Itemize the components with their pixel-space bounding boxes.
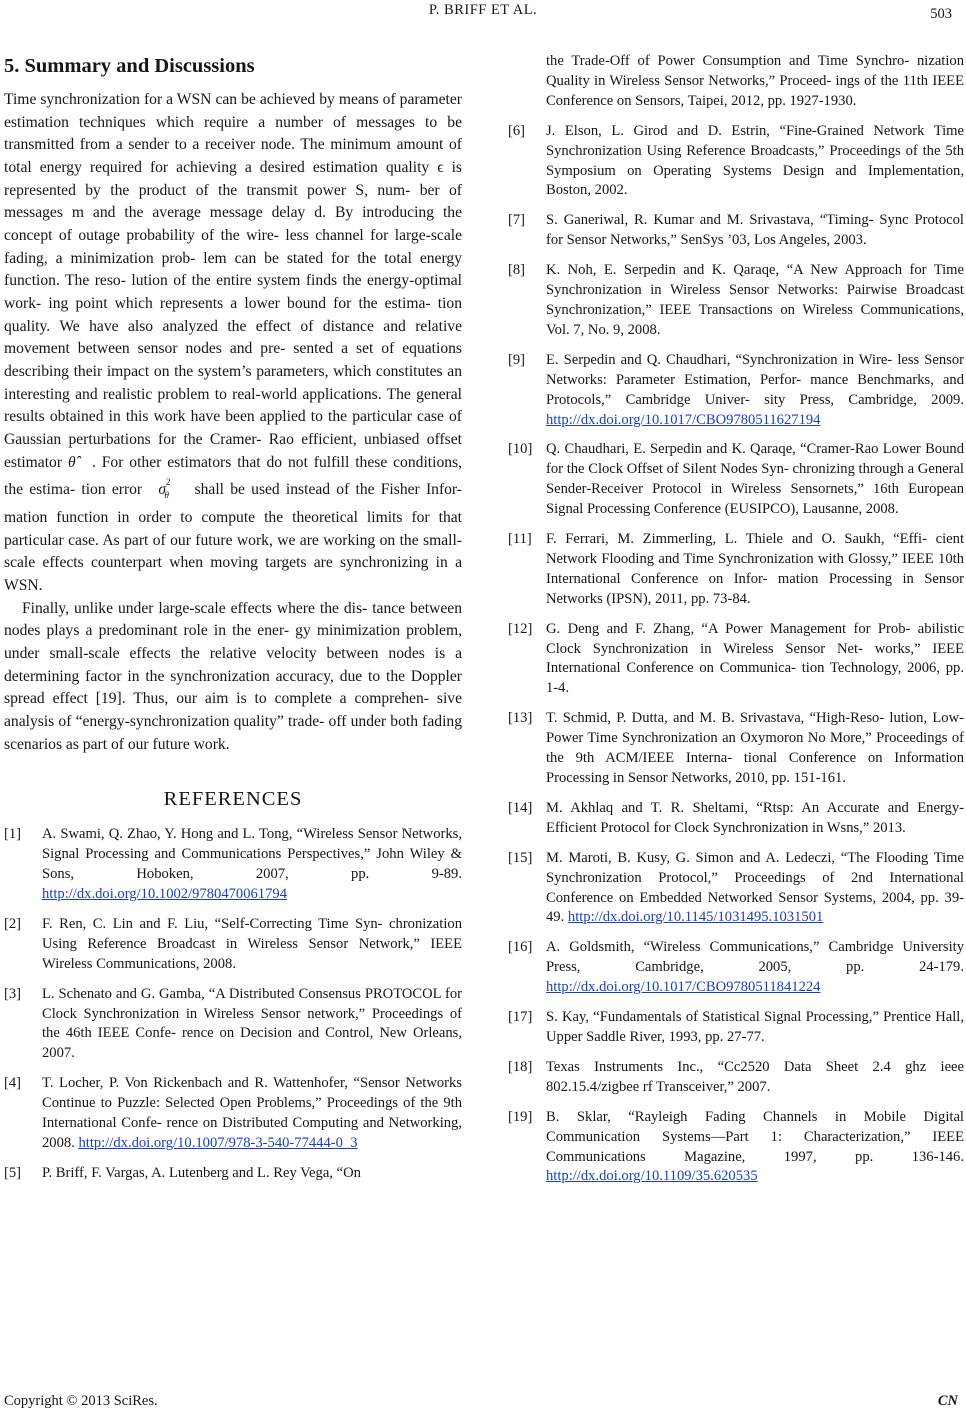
reference-number: [11] [508, 531, 532, 548]
reference-item [508, 709, 964, 789]
references-list-right [508, 52, 964, 1187]
reference-text: F. Ren, C. Lin and F. Liu, “Self-Correcting Time Syn- chronization Using Reference Broadcast in Wireless Sensor Network,” IEEE Wireless Communications, 2008. [42, 915, 462, 972]
reference-text: B. Sklar, “Rayleigh Fading Channels in Mobile Digital Communication Systems—Part 1: Characterization,” IEEE Communications Magazine, 1997, pp. 136-146. [546, 1108, 964, 1165]
summary-text-a: Time synchronization for a WSN can be achieved by means of parameter estimation techniques which require a number of messages to be transmitted from a sender to a receiver node. The minimum amount of total energy required for achieving a desired estimation quality ϵ is represented by the product of the transmit power S, num- ber of messages m and the average message delay d. By introducing the concept of outage probability of the wire- less channel for large-scale fading, a minimization prob- lem can be stated for the total energy function. The reso- lution of the entire system finds the energy-optimal work- ing point which represents a lower bound for the estima- tion quality. We have also analyzed the effect of distance and relative movement between sensor nodes and pre- sented a set of equations describing their impact on the system’s parameters, which constitutes an interesting and realistic problem to real-world applications. The general results obtained in this work have been applied to the particular case of Gaussian perturbations for the Cramer- Rao efficient, unbiased offset estimator [4, 91, 462, 471]
reference-item [4, 915, 462, 975]
summary-paragraph-1 [4, 89, 462, 598]
reference-number: [14] [508, 799, 533, 816]
summary-paragraph-2: Finally, unlike under large-scale effects where the dis- tance between nodes plays a predominant role in the ener- gy minimization problem, under small-scale effects the relative velocity between nodes is a determining factor in the synchronization accuracy, due to the Doppler spread effect [19]. Thus, our aim is to complete a comprehen- sive analysis of “energy-synchronization quality” trade- off under both fading scenarios as part of our future work. [4, 599, 462, 753]
reference-text: A. Swami, Q. Zhao, Y. Hong and L. Tong, “Wireless Sensor Networks, Signal Processing and Communications Perspectives,” John Wiley & Sons, Hoboken, 2007, pp. 9-89. [42, 826, 462, 883]
reference-number: [2] [4, 915, 22, 932]
reference-doi-link[interactable]: http://dx.doi.org/10.1007/978-3-540-77444-0_3 [78, 1135, 358, 1152]
reference-doi-link[interactable]: http://dx.doi.org/10.1017/CBO9780511627194 [546, 411, 821, 428]
reference-text: F. Ferrari, M. Zimmerling, L. Thiele and O. Saukh, “Effi- cient Network Flooding and Time Synchronization with Glossy,” IEEE 10th International Conference on Infor- mation Processing in Sensor Networks (IPSN), 2011, pp. 73-84. [546, 531, 964, 607]
reference-doi-link[interactable]: http://dx.doi.org/10.1145/1031495.1031501 [567, 909, 824, 926]
reference-item [508, 351, 964, 431]
reference-item [508, 1108, 964, 1188]
reference-text: the Trade-Off of Power Consumption and Time Synchro- nization Quality in Wireless Sensor Networks,” Proceed- ings of the 11th IEEE Conference on Sensors, Taipei, 2012, pp. 1927-1930. [546, 53, 964, 109]
reference-number: [4] [4, 1075, 22, 1092]
references-list-left [4, 825, 462, 1184]
reference-item [508, 620, 964, 700]
summary-text-c: shall be used instead of the Fisher Infor- mation function in order to compute the theoretical limits for that particular case. As part of our future work, we are working on the small-scale effects counterpart when moving targets are synchronizing in a WSN. [4, 481, 463, 595]
reference-text: T. Locher, P. Von Rickenbach and R. Wattenhofer, “Sensor Networks Continue to Puzzle: Selected Open Problems,” Proceedings of the 9th International Confe- rence on Distributed Computing and Networking, 2008. [42, 1075, 462, 1152]
reference-number: [10] [508, 441, 533, 458]
reference-item [508, 799, 964, 839]
reference-item [4, 1074, 462, 1154]
reference-number: [13] [508, 710, 533, 727]
reference-number: [17] [508, 1009, 533, 1026]
reference-item [508, 211, 964, 251]
left-column [4, 54, 462, 1194]
reference-number: [8] [508, 262, 526, 279]
reference-text: A. Goldsmith, “Wireless Communications,” Cambridge University Press, Cambridge, 2005, pp. 24-179. [546, 939, 964, 976]
reference-item [508, 530, 964, 610]
reference-text: M. Akhlaq and T. R. Sheltami, “Rtsp: An Accurate and Energy-Efficient Protocol for Clock Synchronization in Wsns,” 2013. [546, 799, 964, 836]
summary-text-b: . For other estimators that do not fulfill these conditions, the estima- tion error [4, 453, 463, 499]
reference-number: [5] [4, 1164, 22, 1181]
page-number: 503 [930, 6, 952, 22]
reference-number: [19] [508, 1108, 533, 1125]
sigma-symbol: $\sigma^2_\theta$ [158, 477, 171, 501]
reference-text: S. Ganeriwal, R. Kumar and M. Srivastava, “Timing- Sync Protocol for Sensor Networks,” SenSys ’03, Los Angeles, 2003. [546, 212, 964, 249]
section-title: 5. Summary and Discussions [4, 55, 255, 77]
reference-text: G. Deng and F. Zhang, “A Power Management for Prob- abilistic Clock Synchronization in Wireless Sensor Net- works,” IEEE International Conference on Communica- tion Technology, 2006, pp. 1-4. [546, 620, 964, 697]
reference-number: [6] [508, 122, 526, 139]
reference-number: [15] [508, 849, 533, 866]
reference-item [508, 1008, 964, 1048]
reference-item [4, 825, 462, 905]
reference-doi-link[interactable]: http://dx.doi.org/10.1002/9780470061794 [42, 886, 287, 903]
reference-number: [3] [4, 985, 22, 1002]
reference-number: [7] [508, 212, 526, 229]
theta-hat-symbol: θ̂ [67, 453, 76, 471]
reference-item [508, 849, 964, 929]
reference-text: Q. Chaudhari, E. Serpedin and K. Qaraqe, “Cramer-Rao Lower Bound for the Clock Offset of Silent Nodes Syn- chronizing through a General Sender-Receiver Protocol in Wireless Sensornets,” 16th European Signal Processing Conference (EUSIPCO), Lausanne, 2008. [546, 441, 964, 518]
reference-text: P. Briff, F. Vargas, A. Lutenberg and L. Rey Vega, “On [42, 1164, 361, 1181]
running-header-authors: P. BRIFF ET AL. [428, 2, 538, 18]
reference-number: [9] [508, 351, 526, 368]
reference-item [4, 1164, 462, 1184]
reference-item [508, 52, 964, 112]
right-column [508, 52, 964, 1197]
reference-text: T. Schmid, P. Dutta, and M. B. Srivastava, “High-Reso- lution, Low-Power Time Synchronization an Oxymoron No More,” Proceedings of the 9th ACM/IEEE Interna- tional Conference on Information Processing in Sensor Networks, 2010, pp. 151-161. [546, 710, 964, 786]
reference-item [508, 440, 964, 520]
reference-item [508, 122, 964, 202]
footer-copyright: Copyright © 2013 SciRes. [4, 1393, 158, 1409]
reference-text: Texas Instruments Inc., “Cc2520 Data Sheet 2.4 ghz ieee 802.15.4/zigbee rf Transceiver,” 2007. [546, 1058, 964, 1095]
reference-item [508, 261, 964, 341]
reference-text: S. Kay, “Fundamentals of Statistical Signal Processing,” Prentice Hall, Upper Saddle River, 1993, pp. 27-77. [546, 1009, 964, 1045]
reference-text: E. Serpedin and Q. Chaudhari, “Synchronization in Wire- less Sensor Networks: Parameter Estimation, Perfor- mance Benchmarks, and Protocols,” Cambridge Univer- sity Press, Cambridge, 2009. [546, 351, 964, 408]
reference-number: [18] [508, 1058, 533, 1075]
reference-item [508, 938, 964, 998]
reference-text: M. Maroti, B. Kusy, G. Simon and A. Ledeczi, “The Flooding Time Synchronization Protocol,” Proceedings of 2nd International Conference on Embedded Networked Sensor Systems, 2004, pp. 39-49. [546, 849, 964, 926]
reference-number: [1] [4, 826, 22, 843]
reference-doi-link[interactable]: http://dx.doi.org/10.1017/CBO9780511841224 [546, 979, 821, 996]
reference-text: K. Noh, E. Serpedin and K. Qaraqe, “A New Approach for Time Synchronization in Wireless Sensor Networks: Pairwise Broadcast Synchronization,” IEEE Transactions on Wireless Communications, Vol. 7, No. 9, 2008. [546, 262, 964, 338]
footer-journal: CN [937, 1393, 958, 1409]
references-heading: REFERENCES [163, 788, 303, 811]
reference-number: [16] [508, 939, 533, 956]
reference-doi-link[interactable]: http://dx.doi.org/10.1109/35.620535 [546, 1168, 758, 1185]
reference-text: J. Elson, L. Girod and D. Estrin, “Fine-Grained Network Time Synchronization Using Reference Broadcasts,” Proceedings of the 5th Symposium on Operating Systems Design and Implementation, Boston, 2002. [546, 122, 964, 199]
reference-number: [12] [508, 620, 533, 637]
reference-item [4, 985, 462, 1065]
reference-item [508, 1058, 964, 1098]
reference-text: L. Schenato and G. Gamba, “A Distributed Consensus PROTOCOL for Clock Synchronization in Wireless Sensor network,” Proceedings of the 46th IEEE Confe- rence on Decision and Control, New Orleans, 2007. [42, 985, 462, 1062]
